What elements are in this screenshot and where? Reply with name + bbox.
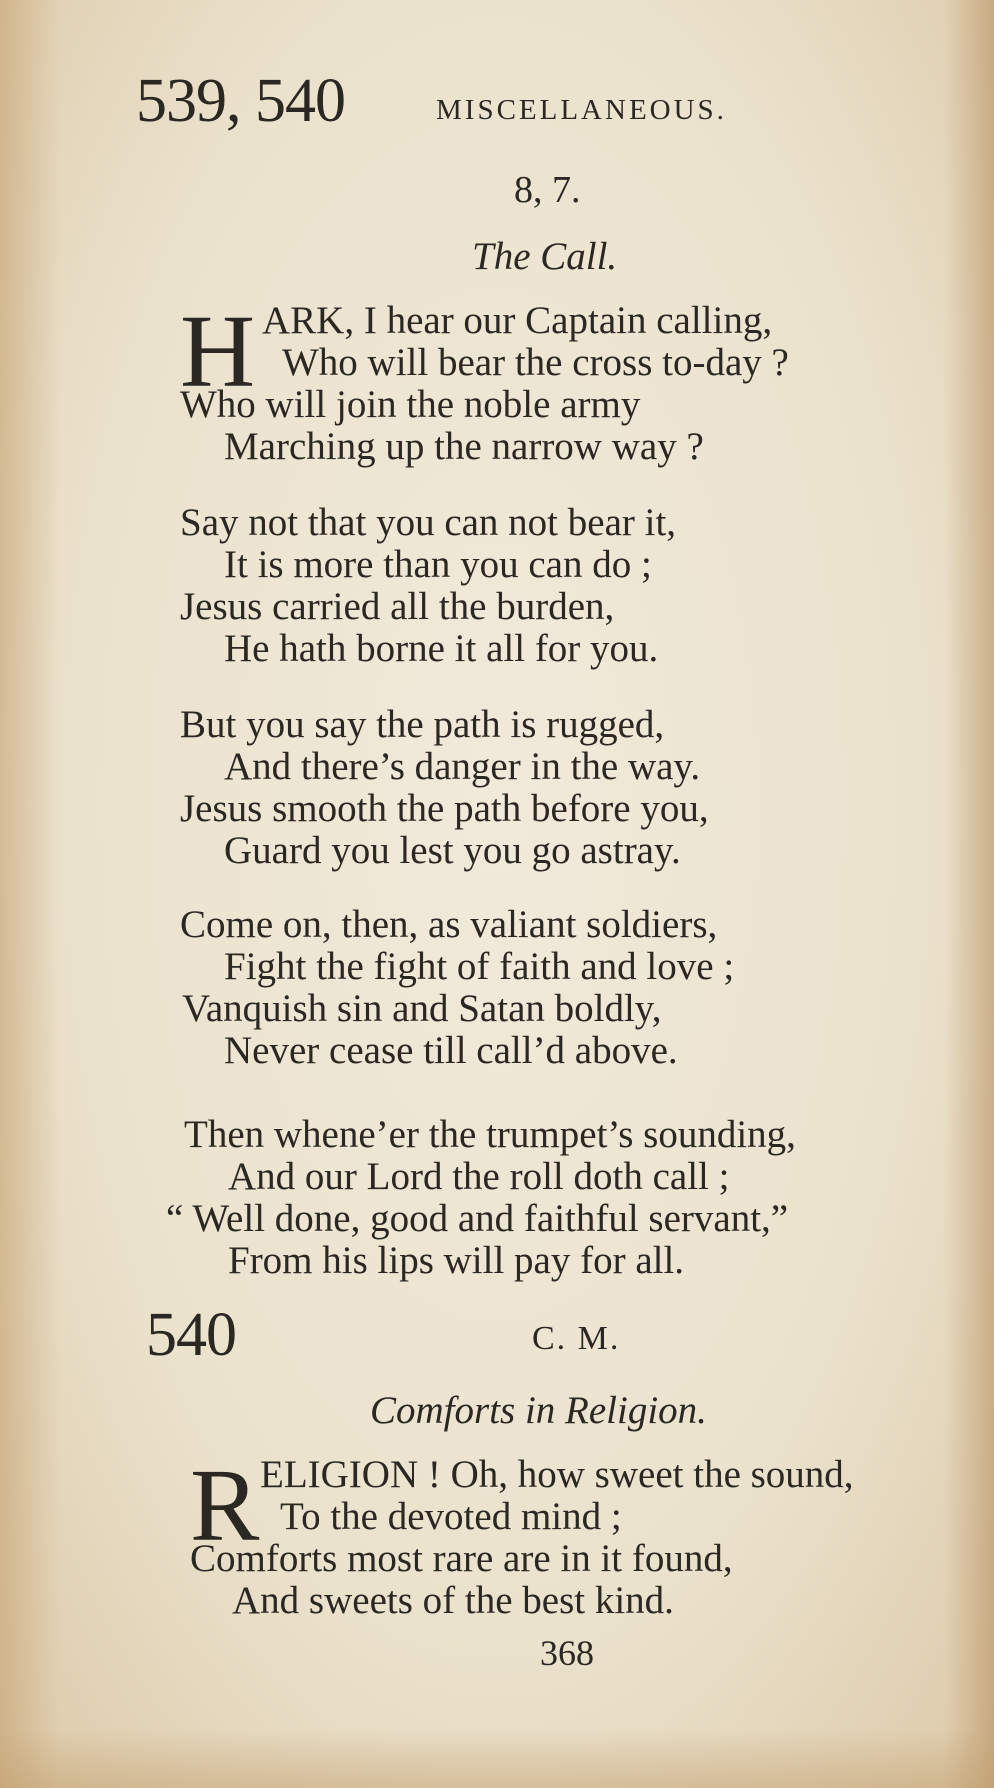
verse-2-line-2: It is more than you can do ; [224, 543, 652, 586]
verse-1-line-4: Marching up the narrow way ? [224, 425, 704, 468]
verse-3-line-1: But you say the path is rugged, [180, 703, 665, 746]
hymn-540-title: Comforts in Religion. [370, 1389, 707, 1432]
verse-5-line-2: And our Lord the roll doth call ; [228, 1155, 730, 1198]
verse-4-line-1: Come on, then, as valiant soldiers, [180, 903, 718, 946]
hymn-540-dropcap: R [190, 1448, 260, 1563]
verse-3-line-2: And there’s danger in the way. [224, 745, 701, 788]
paper-edge-bottom [0, 1728, 994, 1788]
verse-3-line-3: Jesus smooth the path before you, [180, 787, 709, 830]
footer-page-number: 368 [540, 1633, 594, 1673]
hymn-539-dropcap: H [180, 294, 256, 409]
verse-3-line-4: Guard you lest you go astray. [224, 829, 681, 872]
paper-edge-right [944, 0, 994, 1788]
hymn-540-line-4: And sweets of the best kind. [232, 1579, 674, 1622]
hymn-540-line-3: Comforts most rare are in it found, [190, 1537, 733, 1580]
hymn-540-line-2: To the devoted mind ; [280, 1495, 622, 1538]
hymn-539-meter: 8, 7. [514, 169, 581, 211]
verse-1-line-3: Who will join the noble army [180, 383, 641, 426]
verse-4-line-2: Fight the fight of faith and love ; [224, 945, 735, 988]
hymn-540-meter: C. M. [532, 1320, 621, 1357]
verse-2-line-1: Say not that you can not bear it, [180, 501, 677, 544]
hymn-539-title: The Call. [472, 235, 618, 278]
header-section-title: MISCELLANEOUS. [436, 94, 727, 126]
verse-5-line-3: “ Well done, good and faithful servant,” [166, 1197, 789, 1240]
verse-4-line-4: Never cease till call’d above. [224, 1029, 678, 1072]
hymn-540-line-1: ELIGION ! Oh, how sweet the sound, [260, 1453, 854, 1496]
verse-5-line-4: From his lips will pay for all. [228, 1239, 685, 1282]
hymn-540-number: 540 [146, 1301, 236, 1369]
header-page-numbers: 539, 540 [136, 67, 345, 135]
paper-edge-left [0, 0, 60, 1788]
verse-1-line-1: ARK, I hear our Captain calling, [262, 299, 773, 342]
verse-2-line-3: Jesus carried all the burden, [180, 585, 615, 628]
verse-4-line-3: Vanquish sin and Satan boldly, [182, 987, 662, 1030]
verse-1-line-2: Who will bear the cross to-day ? [282, 341, 789, 384]
verse-5-line-1: Then whene’er the trumpet’s sounding, [184, 1113, 796, 1156]
verse-2-line-4: He hath borne it all for you. [224, 627, 659, 670]
